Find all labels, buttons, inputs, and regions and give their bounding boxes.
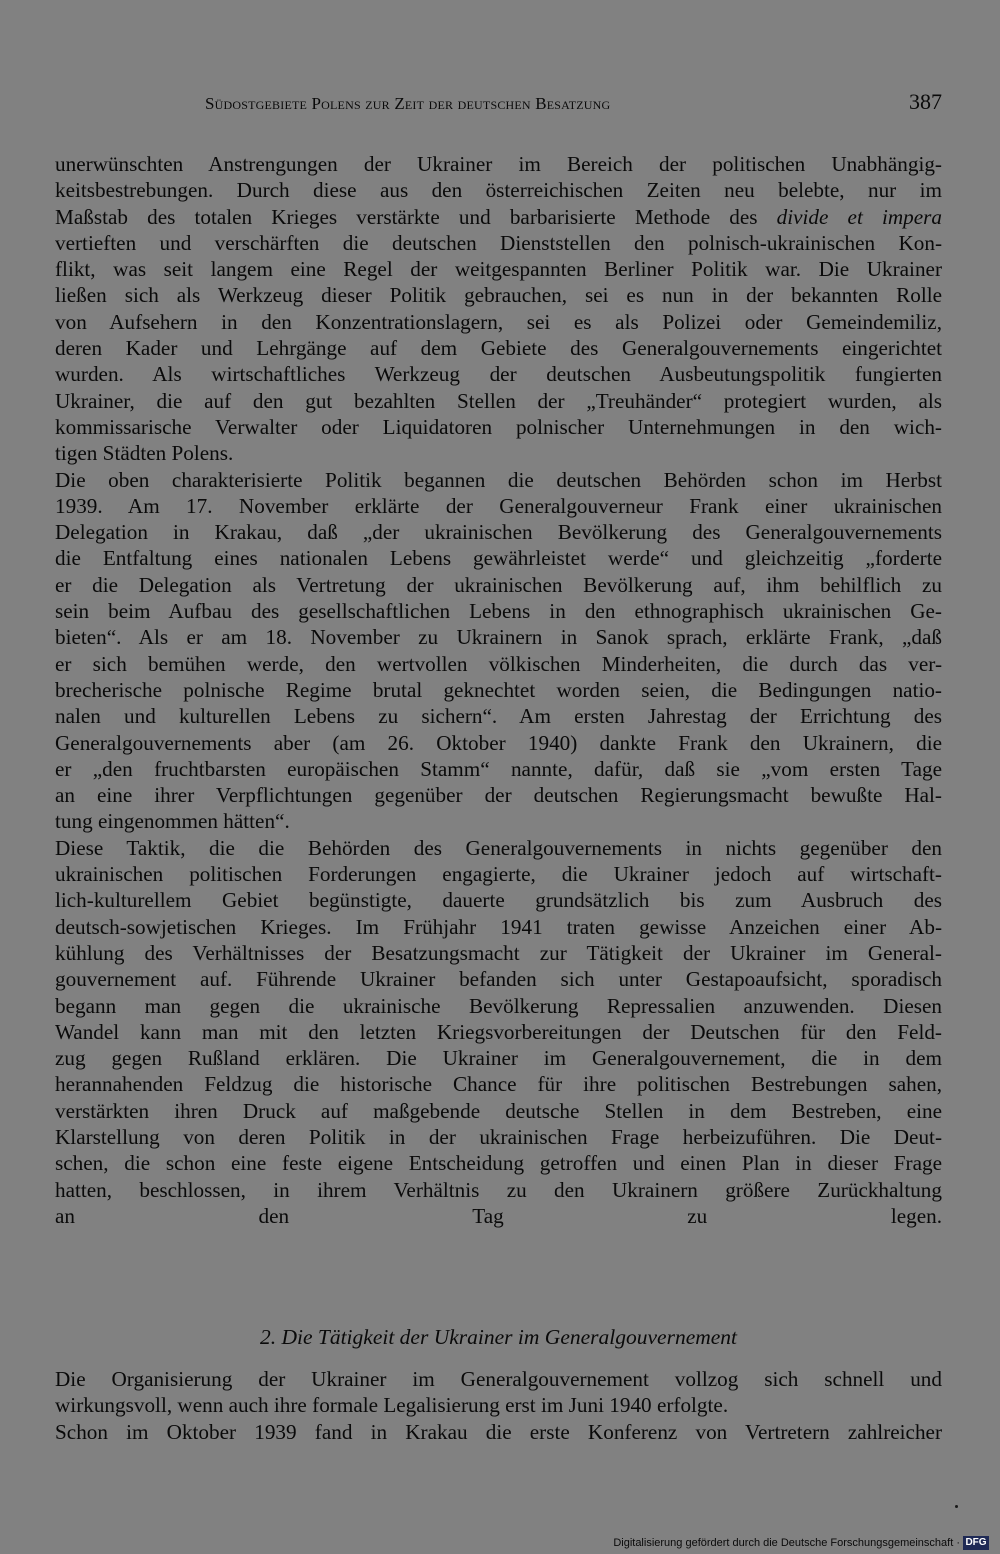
text-line: Ukrainer, die auf den gut bezahlten Stellen der „Treuhänder“ protegiert wurden, als <box>55 388 942 413</box>
page-header <box>55 89 942 122</box>
text-line: unerwünschten Anstrengungen der Ukrainer im Bereich der politischen Unabhängig- <box>55 152 942 176</box>
text-line: brecherische polnische Regime brutal geknechtet worden seien, die Bedingungen natio- <box>55 677 942 702</box>
text-line-start: Maßstab des totalen Krieges verstärkte und barbarisierte Methode des <box>55 204 777 229</box>
text-line: ukrainischen politischen Forderungen engagierte, die Ukrainer jedoch auf wirtschaft- <box>55 862 942 887</box>
dfg-logo: DFG <box>963 1536 989 1550</box>
text-line: verstärkten ihren Druck auf maßgebende deutsche Stellen in dem Bestreben, eine <box>55 1098 942 1123</box>
text-line: zug gegen Rußland erklären. Die Ukrainer im Generalgouvernement, die in dem <box>55 1046 942 1071</box>
scan-speck <box>955 1505 958 1508</box>
text-line: wurden. Als wirtschaftliches Werkzeug der deutschen Ausbeutungspolitik fungierten <box>55 362 942 387</box>
section-body-text <box>55 1366 942 1445</box>
text-line: Die Organisierung der Ukrainer im Generalgouvernement vollzog sich schnell und <box>55 1367 942 1391</box>
paragraph-end-line: tung eingenommen hätten“. <box>55 809 290 834</box>
text-line: bieten“. Als er am 18. November zu Ukrainern in Sanok sprach, erklärte Frank, „daß <box>55 625 942 650</box>
italic-phrase: divide et impera <box>776 204 942 229</box>
text-line: sein beim Aufbau des gesellschaftlichen Lebens in den ethnographisch ukrainischen Ge- <box>55 599 942 624</box>
text-line: Schon im Oktober 1939 fand in Krakau die erste Konferenz von Vertretern zahlreicher <box>55 1419 942 1444</box>
text-line: nalen und kulturellen Lebens zu sichern“. Am ersten Jahrestag der Errichtung des <box>55 704 942 729</box>
text-line <box>55 204 942 230</box>
text-line: Wandel kann man mit den letzten Kriegsvorbereitungen der Deutschen für den Feld- <box>55 1019 942 1044</box>
text-line: er die Delegation als Vertretung der ukrainischen Bevölkerung auf, ihm behilflich zu <box>55 572 942 597</box>
text-line: deutsch-sowjetischen Krieges. Im Frühjahr 1941 traten gewisse Anzeichen einer Ab- <box>55 914 942 939</box>
text-line: begann man gegen die ukrainische Bevölkerung Repressalien anzuwenden. Diesen <box>55 993 942 1018</box>
paragraph-end-line: tigen Städten Polens. <box>55 441 234 466</box>
text-line: kühlung des Verhältnisses der Besatzungsmacht zur Tätigkeit der Ukrainer im General- <box>55 940 942 965</box>
text-line: er „den fruchtbarsten europäischen Stamm“ nannte, dafür, daß sie „vom ersten Tage <box>55 756 942 781</box>
paragraph-end-line: wirkungsvoll, wenn auch ihre formale Legalisierung erst im Juni 1940 erfolgte. <box>55 1393 729 1418</box>
text-line: an eine ihrer Verpflichtungen gegenüber der deutschen Regierungsmacht bewußte Hal- <box>55 783 942 808</box>
text-line: vertieften und verschärften die deutschen Dienststellen den polnisch-ukrainischen Kon- <box>55 230 942 255</box>
text-line: die Entfaltung eines nationalen Lebens gewährleistet werde“ und gleichzeitig „forderte <box>55 546 942 571</box>
text-line: Diese Taktik, die die Behörden des Generalgouvernements in nichts gegenüber den <box>55 835 942 860</box>
text-line: Delegation in Krakau, daß „der ukrainischen Bevölkerung des Generalgouvernements <box>55 520 942 545</box>
text-line: flikt, was seit langem eine Regel der weitgespannten Berliner Politik war. Die Ukrainer <box>55 257 942 282</box>
text-line: Klarstellung von deren Politik in der ukrainischen Frage herbeizuführen. Die Deut- <box>55 1124 942 1149</box>
text-line: keitsbestrebungen. Durch diese aus den österreichischen Zeiten neu belebte, nur im <box>55 178 942 203</box>
text-line: kommissarische Verwalter oder Liquidatoren polnischer Unternehmungen in den wich- <box>55 414 942 439</box>
body-text <box>55 151 942 1255</box>
text-line: von Aufsehern in den Konzentrationslagern, sei es als Polizei oder Gemeindemiliz, <box>55 309 942 334</box>
text-line: herannahenden Feldzug die historische Chance für ihre politischen Bestrebungen sahen, <box>55 1072 942 1097</box>
paragraph-end-line <box>55 1229 942 1255</box>
text-line: gouvernement auf. Führende Ukrainer befanden sich unter Gestapoaufsicht, sporadisch <box>55 967 942 992</box>
text-line: an den Tag zu legen. <box>55 1203 942 1228</box>
text-line: 1939. Am 17. November erklärte der Generalgouverneur Frank einer ukrainischen <box>55 493 942 518</box>
text-line: deren Kader und Lehrgänge auf dem Gebiete des Generalgouvernements eingerichtet <box>55 336 942 361</box>
page-number: 387 <box>909 89 942 114</box>
section-heading: 2. Die Tätigkeit der Ukrainer im Generalgouvernement <box>259 1325 738 1349</box>
text-line: ließen sich als Werkzeug dieser Politik gebrauchen, sei es nun in der bekannten Rolle <box>55 283 942 308</box>
text-line: schen, die schon eine feste eigene Entscheidung getroffen und einen Plan in dieser Frage <box>55 1151 942 1176</box>
text-line: lich-kulturellem Gebiet begünstigte, dauerte grundsätzlich bis zum Ausbruch des <box>55 888 942 913</box>
text-line: Die oben charakterisierte Politik begannen die deutschen Behörden schon im Herbst <box>55 467 942 492</box>
text-line: hatten, beschlossen, in ihrem Verhältnis zu den Ukrainern größere Zurückhaltung <box>55 1177 942 1202</box>
running-head: Südostgebiete Polens zur Zeit der deutschen Besatzung <box>205 94 611 113</box>
digitization-note: Digitalisierung gefördert durch die Deutsche Forschungsgemeinschaft · <box>613 1537 960 1549</box>
text-line: Generalgouvernements aber (am 26. Oktober 1940) dankte Frank den Ukrainern, die <box>55 730 942 755</box>
text-line: er sich bemühen werde, den wertvollen völkischen Minderheiten, die durch das ver- <box>55 651 942 676</box>
